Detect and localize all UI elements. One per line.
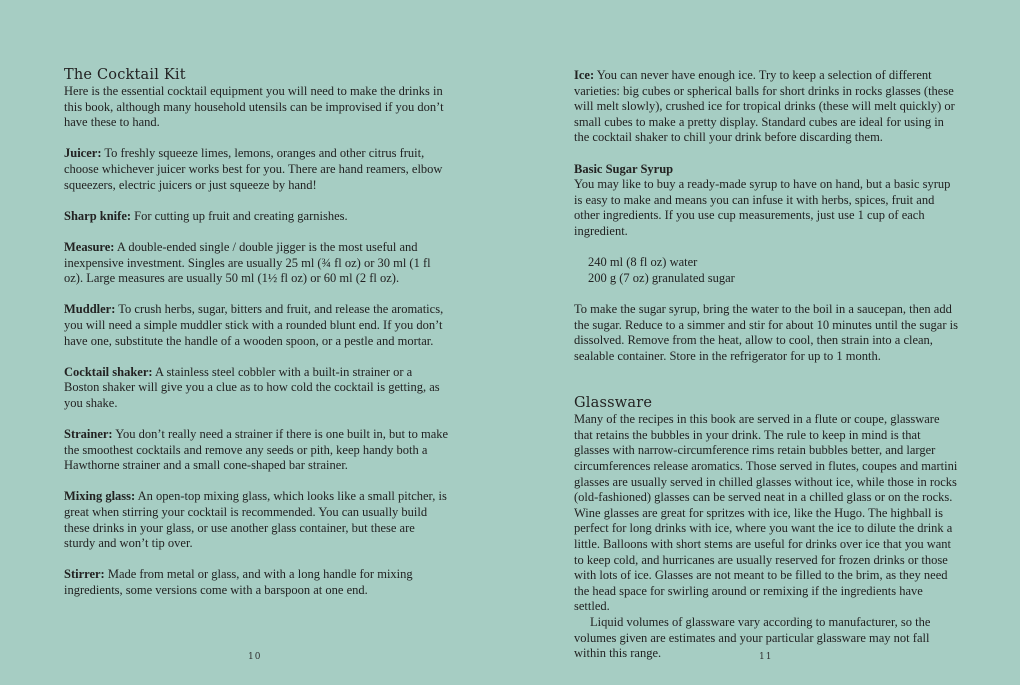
equipment-item-juicer — [64, 146, 449, 193]
glassware-paragraph: Liquid volumes of glassware vary according to manufacturer, so the volumes given are estimates and your particular glassware may not fall within this range. — [574, 615, 931, 661]
glassware-title: Glassware — [574, 395, 653, 412]
equipment-text: To crush herbs, sugar, bitters and fruit, and release the aromatics, you will need a simple muddler stick with a rounded blunt end. If you don’t have one, substitute the handle of a wooden spoon, or a pestle and mortar. — [64, 302, 444, 348]
equipment-text: Made from metal or glass, and with a long handle for mixing ingredients, some versions come with a barspoon at one end. — [64, 567, 413, 597]
equipment-term: Cocktail shaker: — [64, 364, 153, 379]
equipment-item-measure — [64, 240, 449, 287]
equipment-item-muddler — [64, 302, 449, 349]
page-number: 10 — [248, 652, 262, 662]
cocktail-kit-title: The Cocktail Kit — [64, 67, 186, 83]
equipment-text: A stainless steel cobbler with a built-in strainer or a Boston shaker will give you a clue as to how cold the cocktail is getting, as you shake. — [64, 364, 440, 410]
left-page-content — [64, 66, 449, 614]
glassware-paragraph: Many of the recipes in this book are served in a flute or coupe, glassware that retains the bubbles in your drink. The rule to keep in mind is that glasses with narrow-circumference rims retain bubbles better, and larger circumferences release aromatics. Those served in flutes, coupes and martini glasses are usually served in chilled glasses without ice, while those in rocks (old-fashioned) glasses can be served neat in a chilled glass or on the rocks. Wine glasses are great for spritzes with ice, like the Hugo. The highball is perfect for long drinks with ice, where you want the ice to dilute the drink a little. Balloons with short stems are useful for drinks over ice that you want to keep cold, and hurricanes are usually reserved for frozen drinks or those with lots of ice. Glasses are not meant to be filled to the brim, as they need the head space for swirling around or remixing if the ingredients have settled. — [574, 412, 958, 614]
equipment-term: Stirrer: — [64, 567, 105, 582]
equipment-text: For cutting up fruit and creating garnishes. — [131, 208, 348, 223]
equipment-item-ice — [574, 68, 959, 146]
cocktail-kit-intro: Here is the essential cocktail equipment you will need to make the drinks in this book, although many household utensils can be improvised if you don’t have these to hand. — [64, 84, 444, 130]
page-number: 11 — [759, 652, 773, 662]
glassware-section — [574, 394, 959, 662]
sugar-syrup-intro: You may like to buy a ready-made syrup to have on hand, but a basic syrup is easy to make and means you can infuse it with herbs, spices, fruit and other ingredients. If you use cup measurements, just use 1 cup of each ingredient. — [574, 177, 951, 238]
equipment-term: Measure: — [64, 239, 115, 254]
sugar-syrup-heading: Basic Sugar Syrup — [574, 161, 674, 176]
equipment-text: You don’t really need a strainer if there is one built in, but to make the smoothest cocktails and remove any seeds or pith, keep handy both a Hawthorne strainer and a small cone-shaped bar strainer. — [64, 427, 449, 473]
equipment-term: Mixing glass: — [64, 489, 136, 504]
equipment-term: Juicer: — [64, 146, 102, 161]
equipment-term: Strainer: — [64, 427, 113, 442]
equipment-item-cocktail-shaker — [64, 365, 449, 412]
equipment-item-stirrer — [64, 567, 449, 598]
equipment-text: You can never have enough ice. Try to keep a selection of different varieties: big cubes or spherical balls for short drinks in rocks glasses (these will melt slowly), crushed ice for tropical drinks (these will melt quickly) or small cubes to make a pretty display. Standard cubes are ideal for using in the cocktail shaker to chill your drink before discarding them. — [574, 68, 955, 145]
right-page-content — [574, 68, 959, 662]
sugar-syrup-method: To make the sugar syrup, bring the water to the boil in a saucepan, then add the sugar. Reduce to a simmer and stir for about 10 minutes until the sugar is dissolved. Remove from the heat, allow to cool, then strain into a clean, sealable container. Store in the refrigerator for up to 1 month. — [574, 301, 958, 363]
sugar-syrup-section — [574, 162, 959, 240]
right-page — [510, 0, 1020, 685]
equipment-item-strainer — [64, 427, 449, 474]
ingredient-item: 200 g (7 oz) granulated sugar — [588, 270, 735, 285]
equipment-text: A double-ended single / double jigger is the most useful and inexpensive investment. Singles are usually 25 ml (¾ fl oz) or 30 ml (1 fl oz). Large measures are usually 50 ml (1½ fl oz) or 60 ml (2 fl oz). — [64, 239, 431, 286]
equipment-text: To freshly squeeze limes, lemons, oranges and other citrus fruit, choose whichever juicer works best for you. There are hand reamers, elbow squeezers, electric juicers or just squeeze by hand! — [64, 146, 443, 192]
ingredient-item: 240 ml (8 fl oz) water — [588, 255, 698, 270]
equipment-text: An open-top mixing glass, which looks like a small pitcher, is great when stirring your cocktail is recommended. You can usually build these drinks in your glass, or use another glass container, but these are sturdy and won’t tip over. — [64, 489, 447, 551]
equipment-term: Muddler: — [64, 302, 116, 317]
equipment-term: Sharp knife: — [64, 208, 132, 223]
equipment-item-mixing-glass — [64, 489, 449, 551]
equipment-item-sharp-knife — [64, 209, 449, 225]
equipment-term: Ice: — [574, 68, 595, 82]
ingredient-list — [574, 255, 959, 286]
